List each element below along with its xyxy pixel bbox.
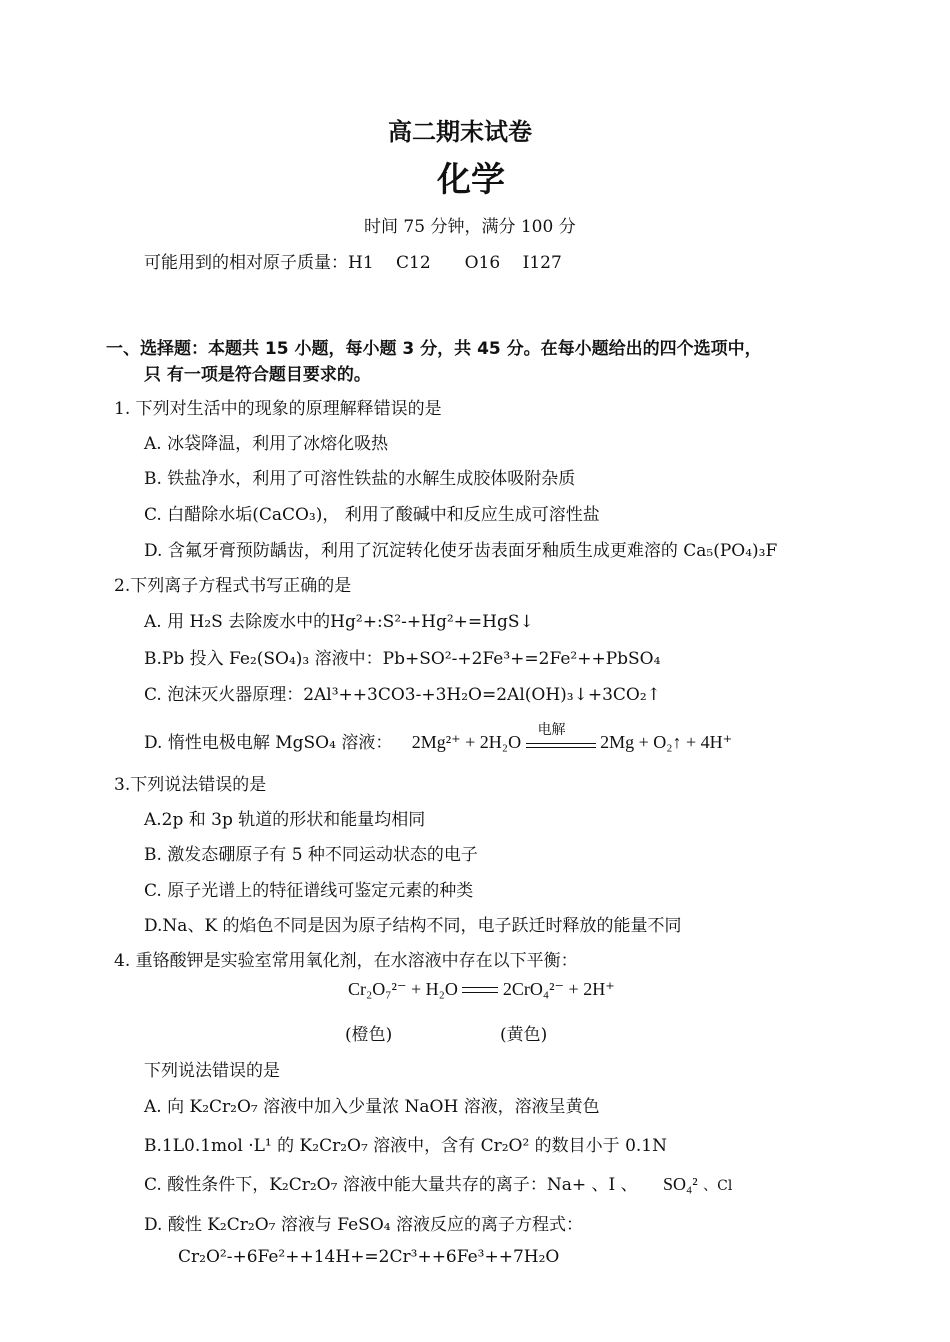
equilibrium-arrow-icon <box>462 984 498 998</box>
equation-right: 2Mg + O₂↑ + 4H⁺ <box>600 732 733 752</box>
equation-left: 2Mg²⁺ + 2H₂O <box>411 732 522 752</box>
q2-option-d <box>144 721 733 755</box>
q1-option-c: C. 白醋除水垢(CaCO₃)， 利用了酸碱中和反应生成可溶性盐 <box>144 505 600 525</box>
color-yellow: (黄色) <box>500 1025 548 1045</box>
q1-option-d: D. 含氟牙膏预防龋齿，利用了沉淀转化使牙齿表面牙釉质生成更难溶的 Ca₅(PO₄)₃F <box>144 541 778 561</box>
q1-stem: 1. 下列对生活中的现象的原理解释错误的是 <box>114 399 442 419</box>
section-heading-2: 只 有一项是符合题目要求的。 <box>144 365 371 385</box>
q3-option-c: C. 原子光谱上的特征谱线可鉴定元素的种类 <box>144 881 474 901</box>
atomic-mass: 可能用到的相对原子质量：H1 C12 O16 I127 <box>144 253 562 273</box>
q3-option-b: B. 激发态硼原子有 5 种不同运动状态的电子 <box>144 845 478 865</box>
q4-option-d-equation: Cr₂O²-+6Fe²++14H+=2Cr³++6Fe³++7H₂O <box>178 1247 560 1267</box>
electrolysis-label: 电解 <box>537 721 566 738</box>
equilibrium-right: 2CrO₄²⁻ + 2H⁺ <box>502 979 615 999</box>
q3-stem: 3.下列说法错误的是 <box>114 775 267 795</box>
color-orange: (橙色) <box>345 1025 393 1045</box>
q3-option-a: A.2p 和 3p 轨道的形状和能量均相同 <box>144 810 426 830</box>
equilibrium-left: Cr₂O₇²⁻ + H₂O <box>348 979 458 999</box>
sulfate-ion: SO₄² <box>663 1174 698 1194</box>
q2-option-d-prefix: D. 惰性电极电解 MgSO₄ 溶液： <box>144 733 393 753</box>
q4-option-d: D. 酸性 K₂Cr₂O₇ 溶液与 FeSO₄ 溶液反应的离子方程式： <box>144 1215 583 1235</box>
q4-option-c-suffix: 、Cl <box>703 1178 733 1194</box>
q4-option-c <box>144 1170 732 1195</box>
q2-stem: 2.下列离子方程式书写正确的是 <box>114 576 352 596</box>
time-info: 时间 75 分钟，满分 100 分 <box>364 217 576 237</box>
q4-option-c-prefix: C. 酸性条件下，K₂Cr₂O₇ 溶液中能大量共存的离子：Na+ 、I 、 <box>144 1175 638 1195</box>
q2-option-c: C. 泡沫灭火器原理：2Al³++3CO3-+3H₂O=2Al(OH)₃↓+3CO₂↑ <box>144 685 661 705</box>
subject-title: 化学 <box>437 160 505 200</box>
q4-option-b: B.1L0.1mol ·L¹ 的 K₂Cr₂O₇ 溶液中，含有 Cr₂O² 的数目小于 0.1N <box>144 1136 667 1156</box>
q4-sub-stem: 下列说法错误的是 <box>144 1061 280 1081</box>
q1-option-b: B. 铁盐净水，利用了可溶性铁盐的水解生成胶体吸附杂质 <box>144 469 576 489</box>
q2-electrolysis-equation <box>411 721 733 752</box>
q3-option-d: D.Na、K 的焰色不同是因为原子结构不同，电子跃迁时释放的能量不同 <box>144 916 682 936</box>
exam-title: 高二期末试卷 <box>388 118 532 146</box>
q4-equilibrium-equation <box>348 979 615 1000</box>
q2-option-a: A. 用 H₂S 去除废水中的Hg²+:S²-+Hg²+=HgS↓ <box>144 612 534 632</box>
q4-option-a: A. 向 K₂Cr₂O₇ 溶液中加入少量浓 NaOH 溶液，溶液呈黄色 <box>144 1097 600 1117</box>
q2-option-b: B.Pb 投入 Fe₂(SO₄)₃ 溶液中：Pb+SO²-+2Fe³+=2Fe²++PbSO₄ <box>144 649 661 669</box>
section-heading: 一、选择题：本题共 15 小题，每小题 3 分，共 45 分。在每小题给出的四个选项中， <box>106 339 762 359</box>
q4-stem: 4. 重铬酸钾是实验室常用氧化剂，在水溶液中存在以下平衡： <box>114 951 578 971</box>
electrolysis-arrow <box>526 721 596 755</box>
q1-option-a: A. 冰袋降温，利用了冰熔化吸热 <box>144 434 389 454</box>
